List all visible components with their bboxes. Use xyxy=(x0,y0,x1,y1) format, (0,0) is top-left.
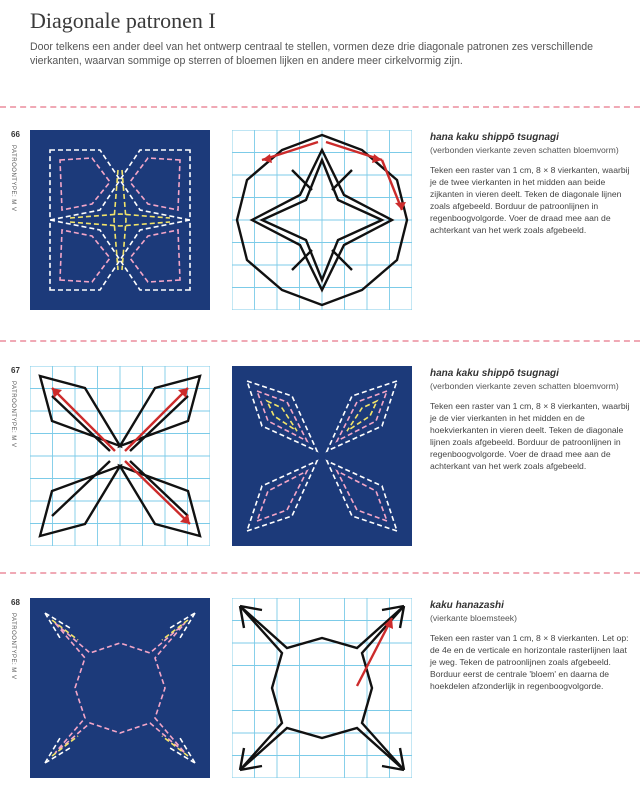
pattern-instructions: Teken een raster van 1 cm, 8 × 8 vierkanten, waarbij je de twee vierkanten in het midden aan beide zijkanten in vieren deelt. Teken de diagonale lijnen zoals afgebeeld. Borduur de patroonlijnen in regenboogvolgorde. Voer de draad mee aan de achterkant van het werk zoals afgebeeld. xyxy=(430,165,630,235)
page-title: Diagonale patronen I xyxy=(30,8,216,33)
pattern-number: 67 xyxy=(11,366,20,375)
pattern-type-label: PATROONTYPE: M V xyxy=(10,145,16,212)
diagram-68 xyxy=(232,598,412,778)
pattern-number: 68 xyxy=(11,598,20,607)
pattern-subtitle: (verbonden vierkante zeven schatten bloemvorm) xyxy=(430,145,619,155)
pattern-number: 66 xyxy=(11,130,20,139)
divider-middle xyxy=(0,340,640,342)
pattern-subtitle: (verbonden vierkante zeven schatten bloemvorm) xyxy=(430,381,619,391)
pattern-name: kaku hanazashi xyxy=(430,600,504,611)
pattern-info-66 xyxy=(430,132,630,236)
pattern-instructions: Teken een raster van 1 cm, 8 × 8 vierkanten, waarbij je de vier vierkanten in het midden en de hoekvierkanten in vieren deelt. Teken de diagonale lijnen zoals afgebeeld. Borduur de patroonlijnen in regenboogvolgorde. Voer de draad mee aan de achterkant van het werk zoals afgebeeld. xyxy=(430,401,630,471)
diagram-67 xyxy=(30,366,210,546)
pattern-type-label: PATROONTYPE: M V xyxy=(10,381,16,448)
stitched-sample-68 xyxy=(30,598,210,778)
stitched-sample-66 xyxy=(30,130,210,310)
diagram-68-graphic xyxy=(232,598,412,778)
pattern-subtitle: (vierkante bloemsteek) xyxy=(430,613,517,623)
pattern-name: hana kaku shippō tsugnagi xyxy=(430,368,559,379)
stitched-sample-67 xyxy=(232,366,412,546)
stitched-sample-68-graphic xyxy=(30,598,210,778)
stitched-sample-66-graphic xyxy=(30,130,210,310)
stitched-sample-67-graphic xyxy=(232,366,412,546)
pattern-info-68 xyxy=(430,600,630,692)
pattern-name: hana kaku shippō tsugnagi xyxy=(430,132,559,143)
divider-bottom xyxy=(0,572,640,574)
diagram-67-graphic xyxy=(30,366,210,546)
divider-top xyxy=(0,106,640,108)
diagram-66-graphic xyxy=(232,130,412,310)
diagram-66 xyxy=(232,130,412,310)
pattern-info-67 xyxy=(430,368,630,472)
intro-text: Door telkens een ander deel van het ontwerp centraal te stellen, vormen deze drie diagonale patronen zes verschillende vierkanten, waarvan sommige op sterren of bloemen lijken en andere meer cirkelvormig zijn. xyxy=(30,41,593,67)
pattern-type-label: PATROONTYPE: M V xyxy=(10,613,16,680)
pattern-instructions: Teken een raster van 1 cm, 8 × 8 vierkanten. Let op: de 4e en de verticale en horizontale rasterlijnen laat je weg. Teken de patroonlijnen zoals afgebeeld. Borduur eerst de centrale 'bloem' en daarna de hoekdelen afzonderlijk in regenboogvolgorde. xyxy=(430,633,629,691)
